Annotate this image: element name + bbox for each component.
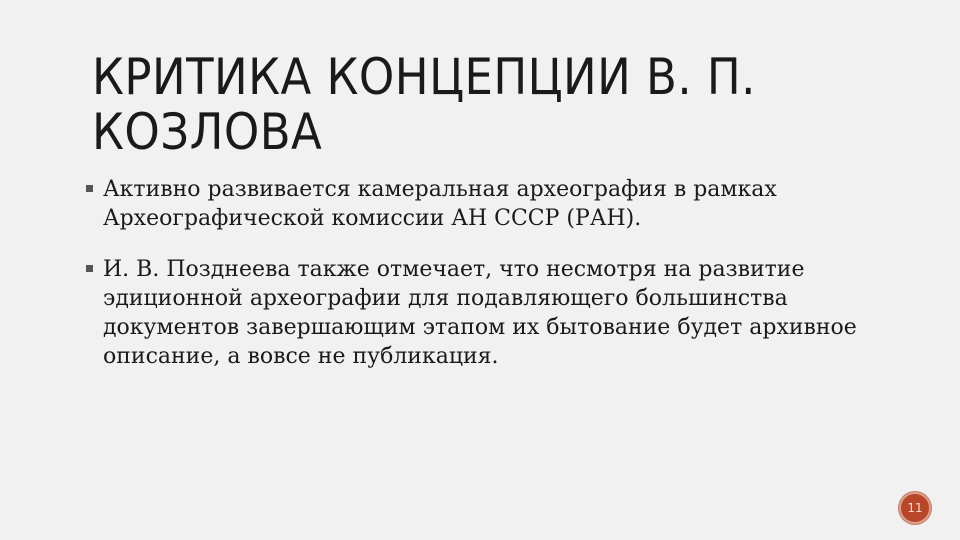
bullet-item-2 [86, 255, 886, 371]
bullet-text: И. В. Позднеева также отмечает, что несмотря на развитие эдиционной археографии для подавляющего большинства документов завершающим этапом их бытование будет архивное описание, а вовсе не публикация. [103, 257, 857, 369]
page-number-badge [899, 492, 931, 524]
bullet-square-icon [86, 185, 93, 192]
slide-title: КРИТИКА КОНЦЕПЦИИ В. П. КОЗЛОВА [92, 48, 756, 161]
page-number: 11 [907, 501, 923, 515]
bullet-item-1 [86, 175, 886, 233]
bullet-text: Активно развивается камеральная археография в рамках Археографической комиссии АН СССР (РАН). [103, 177, 777, 231]
bullet-list [86, 175, 886, 393]
bullet-square-icon [86, 265, 93, 272]
